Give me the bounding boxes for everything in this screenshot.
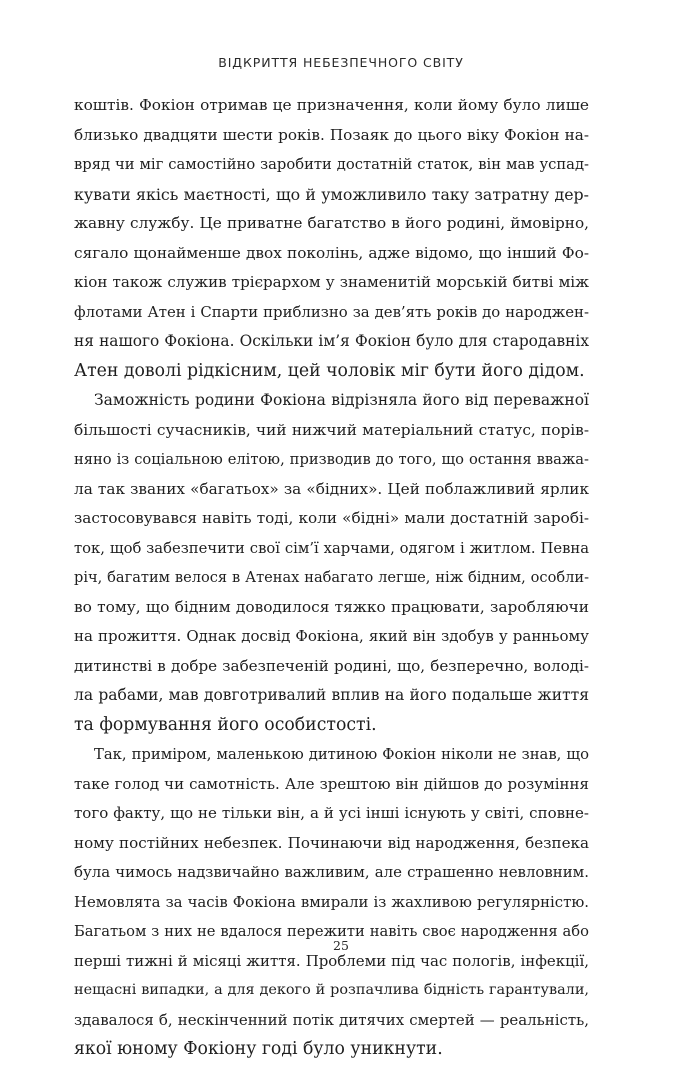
text-line: вряд чи міг самостійно заробити достатній статок, він мав успад- [74, 156, 589, 173]
text-line: та формування його особистості. [74, 714, 377, 735]
text-line: ла так званих «багатьох» за «бідних». Цей поблажливий ярлик [74, 479, 589, 498]
text-line: дитинстві в добре забезпеченій родині, що, безперечно, володі- [74, 656, 589, 675]
text-line: близько двадцяти шести років. Позаяк до цього віку Фокіон на- [74, 125, 589, 144]
text-line: того факту, що не тільки він, а й усі інші існують у світі, сповне- [74, 804, 589, 822]
text-line: таке голод чи самотність. Але зрештою він дійшов до розуміння [74, 774, 589, 793]
text-line: Заможність родини Фокіона відрізняла його від переважної [94, 391, 589, 409]
text-line: жавну службу. Це приватне багатство в його родині, ймовірно, [74, 214, 589, 232]
text-line: здавалося б, нескінченний потік дитячих смертей — реальність, [74, 1010, 589, 1029]
text-line: Атен доволі рідкісним, цей чоловік міг бути його дідом. [74, 360, 585, 381]
text-line: коштів. Фокіон отримав це призначення, коли йому було лише [74, 96, 589, 114]
text-line: на прожиття. Однак досвід Фокіона, який він здобув у ранньому [74, 627, 589, 645]
text-line: ному постійних небезпек. Починаючи від народження, безпека [74, 833, 589, 852]
text-line: Багатьом з них не вдалося пережити навіть своє народження або [74, 923, 589, 940]
body-text [74, 91, 589, 1065]
text-line: ла рабами, мав довготривалий вплив на його подальше життя [74, 686, 589, 704]
running-header: ВІДКРИТТЯ НЕБЕЗПЕЧНОГО СВІТУ [218, 55, 464, 70]
text-line: річ, багатим велося в Атенах набагато легше, ніж бідним, особли- [74, 569, 589, 586]
text-line: ток, щоб забезпечити свої сім’ї харчами, одягом і житлом. Певна [74, 539, 589, 557]
page-number: 25 [333, 938, 349, 953]
text-line: Так, приміром, маленькою дитиною Фокіон ніколи не знав, що [94, 746, 589, 763]
text-line: застосовувався навіть тоді, коли «бідні» мали достатній заробі- [74, 509, 589, 527]
text-line: більшості сучасників, чий нижчий матеріальний статус, порів- [74, 420, 589, 439]
text-line: во тому, що бідним доводилося тяжко працювати, заробляючи [74, 597, 589, 616]
text-line: нещасні випадки, а для декого й розпачлива бідність гарантували, [74, 982, 589, 998]
text-line: няно із соціальною елітою, призводив до того, що остання вважа- [74, 451, 589, 468]
text-line: була чимось надзвичайно важливим, але страшенно невловним. [74, 863, 589, 881]
text-line: Немовлята за часів Фокіона вмирали із жахливою регулярністю. [74, 892, 589, 911]
text-line: кіон також служив трієрархом у знаменитій морській битві між [74, 273, 589, 291]
text-line: ня нашого Фокіона. Оскільки ім’я Фокіон було для стародавніх [74, 332, 589, 350]
text-line: перші тижні й місяці життя. Проблеми під час пологів, інфекції, [74, 951, 589, 970]
text-line: якої юному Фокіону годі було уникнути. [74, 1039, 443, 1059]
text-line: кувати якісь маєтності, що й уможливило таку затратну дер- [74, 184, 589, 204]
text-line: сягало щонайменше двох поколінь, адже відомо, що інший Фо- [74, 243, 589, 262]
text-line: флотами Атен і Спарти приблизно за дев’ять років до народжен- [74, 302, 589, 321]
